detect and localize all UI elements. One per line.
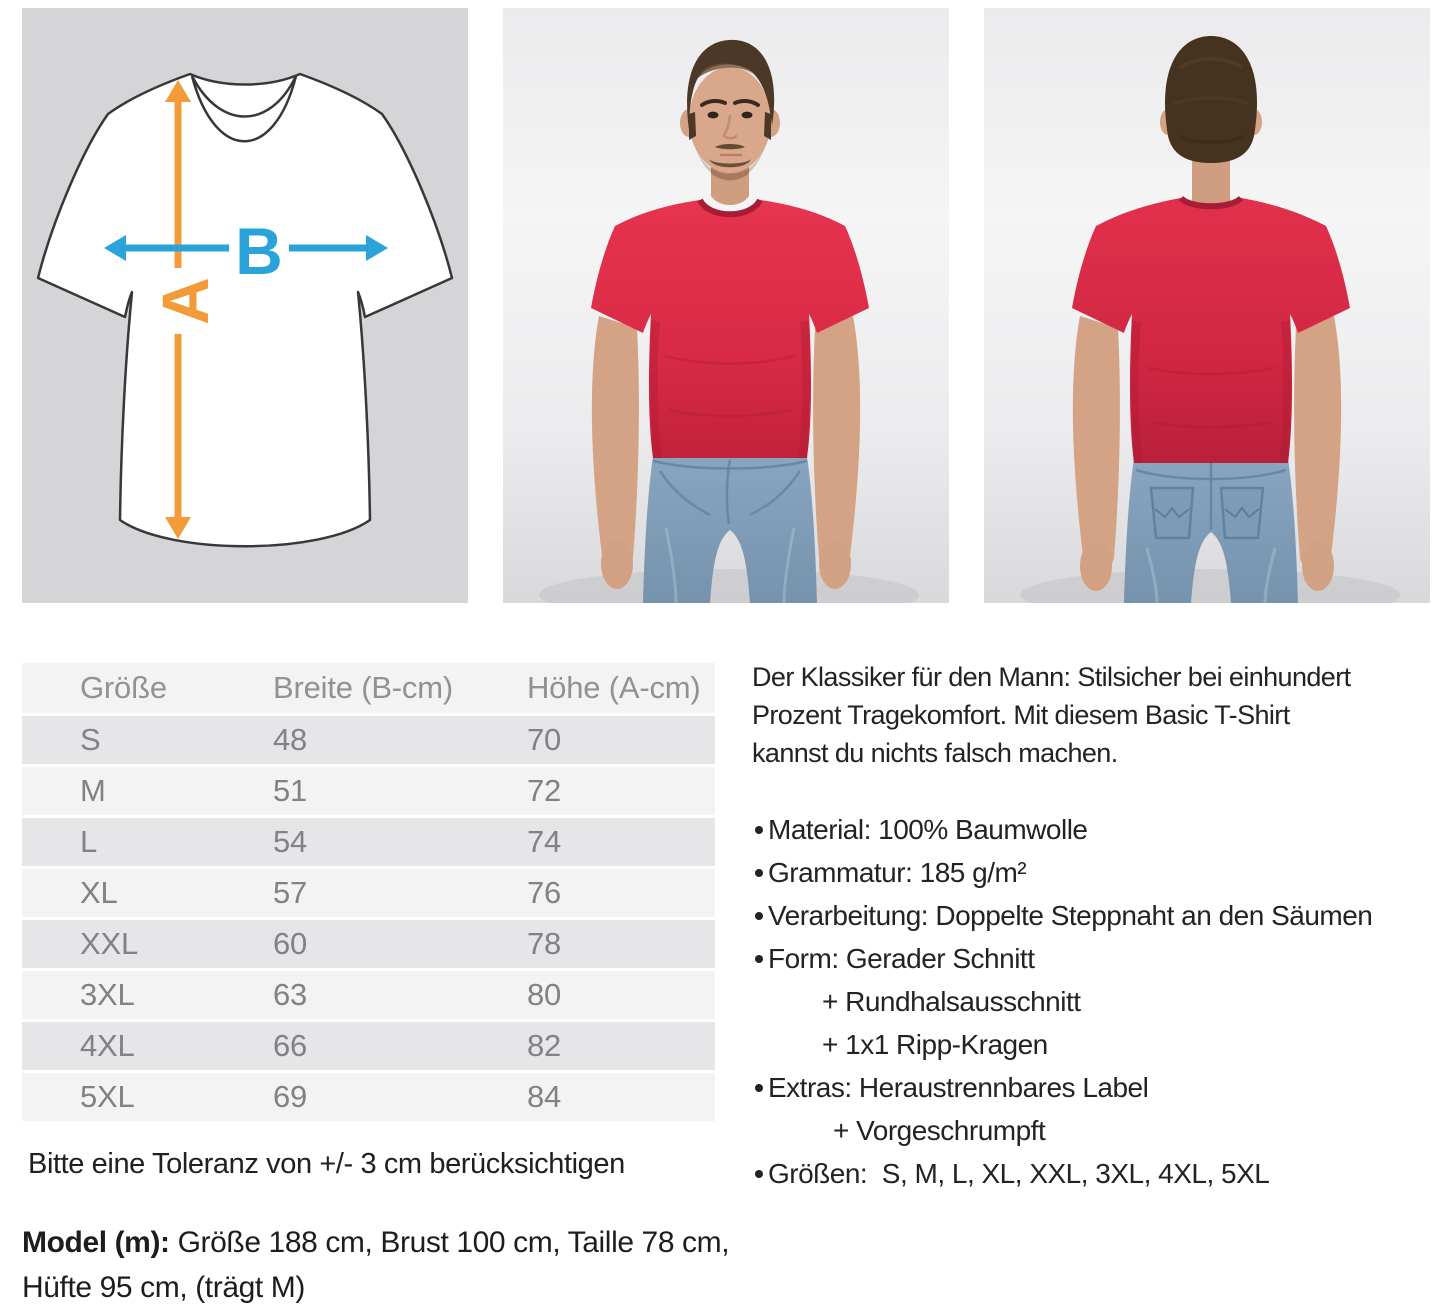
measure-label-a: A xyxy=(148,277,222,325)
table-row xyxy=(22,767,715,815)
model-info-line1: Model (m): Größe 188 cm, Brust 100 cm, Taille 78 cm, xyxy=(22,1226,730,1259)
size-cell: 5XL xyxy=(80,1079,135,1114)
right-eye xyxy=(742,112,753,119)
model-photo-front xyxy=(503,8,949,603)
breite-cell: 69 xyxy=(273,1079,308,1114)
breite-cell: 48 xyxy=(273,722,308,757)
feature-extras: Extras: Heraustrennbares Label xyxy=(752,1066,1445,1109)
tshirt-measurement-diagram xyxy=(22,8,468,603)
model-photo-back xyxy=(984,8,1430,603)
feature-material: Material: 100% Baumwolle xyxy=(752,808,1445,851)
intro-line: kannst du nichts falsch machen. xyxy=(752,738,1118,768)
size-diagram-panel xyxy=(22,8,468,603)
table-row xyxy=(22,716,715,764)
hoehe-cell: 84 xyxy=(527,1079,562,1114)
breite-cell: 60 xyxy=(273,926,308,961)
feature-ripp-kragen: + 1x1 Ripp-Kragen xyxy=(822,1029,1048,1060)
breite-cell: 54 xyxy=(273,824,308,859)
feature-rundhals: + Rundhalsausschnitt xyxy=(822,986,1081,1017)
feature-groessen: Größen: S, M, L, XL, XXL, 3XL, 4XL, 5XL xyxy=(752,1152,1445,1195)
feature-verarbeitung: Verarbeitung: Doppelte Steppnaht an den Säumen xyxy=(752,894,1445,937)
description-intro xyxy=(752,658,1445,772)
right-back-pocket xyxy=(1221,488,1263,538)
model-front-illustration xyxy=(503,8,949,603)
feature-grammatur: Grammatur: 185 g/m² xyxy=(752,851,1445,894)
table-header-row xyxy=(22,663,715,713)
table-row xyxy=(22,818,715,866)
size-cell: M xyxy=(80,773,106,808)
size-table xyxy=(22,663,715,1124)
table-row xyxy=(22,1073,715,1121)
table-row xyxy=(22,1022,715,1070)
size-cell: S xyxy=(80,722,101,757)
hoehe-cell: 72 xyxy=(527,773,562,808)
breite-cell: 57 xyxy=(273,875,308,910)
size-cell: XL xyxy=(80,875,118,910)
breite-cell: 66 xyxy=(273,1028,308,1063)
model-info-label: Model (m): xyxy=(22,1226,170,1259)
size-cell: 3XL xyxy=(80,977,135,1012)
size-cell: L xyxy=(80,824,98,859)
intro-line: Der Klassiker für den Mann: Stilsicher bei einhundert xyxy=(752,662,1351,692)
size-cell: 4XL xyxy=(80,1028,135,1063)
measure-label-b: B xyxy=(235,214,283,288)
hoehe-cell: 70 xyxy=(527,722,562,757)
right-hand xyxy=(819,539,851,589)
breite-cell: 51 xyxy=(273,773,308,808)
hoehe-cell: 82 xyxy=(527,1028,562,1063)
model-info-line2: Hüfte 95 cm, (trägt M) xyxy=(22,1271,305,1304)
left-hand xyxy=(1080,541,1112,591)
product-description xyxy=(752,658,1445,1195)
table-row xyxy=(22,971,715,1019)
hoehe-cell: 78 xyxy=(527,926,562,961)
column-header-hoehe: Höhe (A-cm) xyxy=(527,670,701,705)
table-row xyxy=(22,920,715,968)
intro-line: Prozent Tragekomfort. Mit diesem Basic T-Shirt xyxy=(752,700,1290,730)
feature-list xyxy=(752,808,1445,1195)
feature-vorgeschrumpft: + Vorgeschrumpft xyxy=(833,1115,1046,1146)
left-eye xyxy=(708,112,719,119)
column-header-breite: Breite (B-cm) xyxy=(273,670,453,705)
feature-form: Form: Gerader Schnitt xyxy=(752,937,1445,980)
model-info xyxy=(22,1220,732,1310)
hoehe-cell: 74 xyxy=(527,824,562,859)
size-cell: XXL xyxy=(80,926,138,961)
right-hand xyxy=(1302,541,1334,591)
tolerance-note: Bitte eine Toleranz von +/- 3 cm berücksichtigen xyxy=(28,1148,625,1180)
hoehe-cell: 76 xyxy=(527,875,562,910)
model-back-illustration xyxy=(984,8,1430,603)
left-back-pocket xyxy=(1151,488,1193,538)
left-hand xyxy=(601,539,633,589)
table-row xyxy=(22,869,715,917)
hoehe-cell: 80 xyxy=(527,977,562,1012)
breite-cell: 63 xyxy=(273,977,308,1012)
column-header-groesse: Größe xyxy=(80,670,167,705)
